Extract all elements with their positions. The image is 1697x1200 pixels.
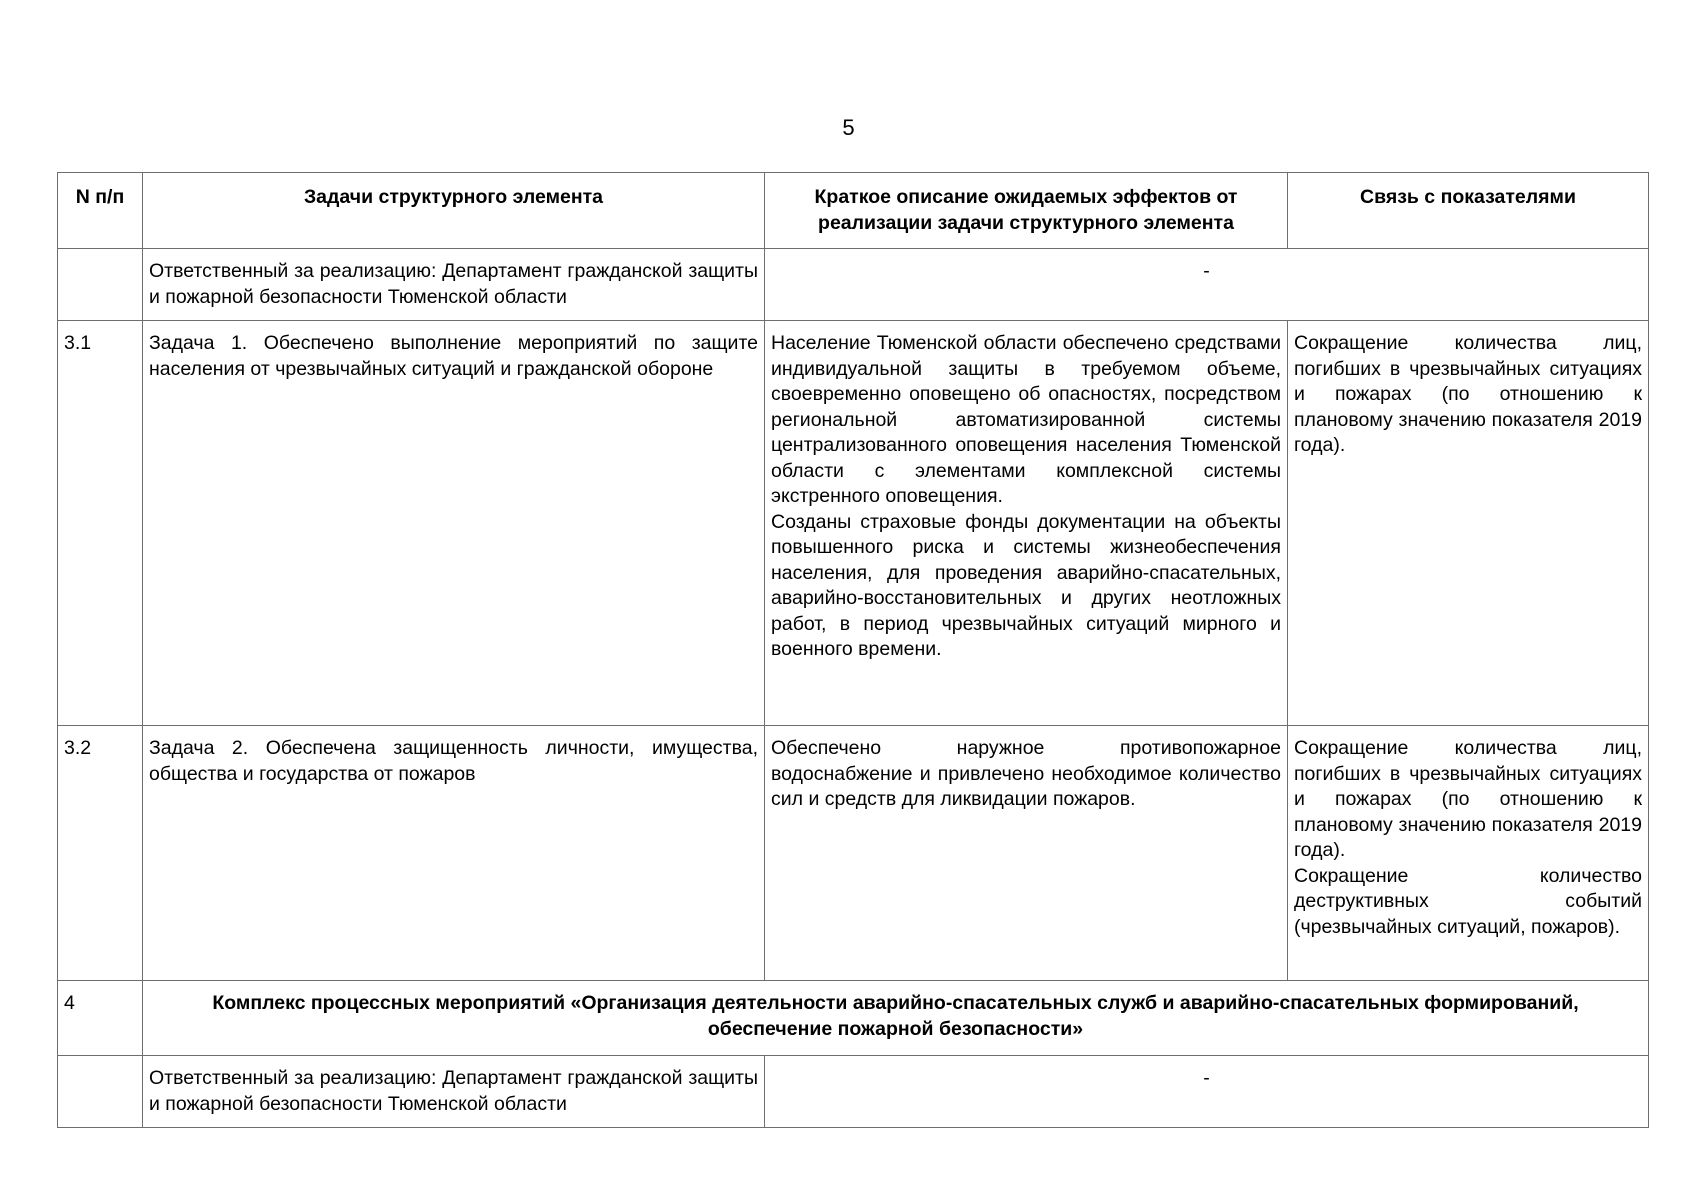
table-row-responsible-3 [58, 249, 1649, 321]
table-row-3-1 [58, 321, 1649, 726]
table-row-section-4 [58, 981, 1649, 1056]
row-num [58, 249, 143, 321]
tasks-table [57, 172, 1649, 1128]
merged-value-cell: - [765, 1056, 1649, 1128]
effect-paragraph: Созданы страховые фонды документации на объекты повышенного риска и системы жизнеобеспечения населения, для проведения аварийно-спасательных, аварийно-восстановительных и других неотложных работ, в период чрезвычайных ситуаций мирного и военного времени. [771, 510, 1281, 660]
row-num: 3.2 [58, 726, 143, 981]
indicators-cell [1288, 726, 1649, 981]
merged-value-cell: - [765, 249, 1649, 321]
indicators-cell [1288, 321, 1649, 726]
row-num [58, 1056, 143, 1128]
task-cell: Задача 2. Обеспечена защищенность личности, имущества, общества и государства от пожаров [143, 726, 765, 981]
effects-cell [765, 321, 1288, 726]
header-indicators: Связь с показателями [1288, 173, 1649, 249]
row-num: 3.1 [58, 321, 143, 726]
header-num: N п/п [58, 173, 143, 249]
header-tasks: Задачи структурного элемента [143, 173, 765, 249]
table-row-responsible-4 [58, 1056, 1649, 1128]
task-cell: Задача 1. Обеспечено выполнение мероприятий по защите населения от чрезвычайных ситуаций и гражданской обороне [143, 321, 765, 726]
table-row-3-2 [58, 726, 1649, 981]
responsible-cell: Ответственный за реализацию: Департамент гражданской защиты и пожарной безопасности Тюменской области [143, 249, 765, 321]
indicator-paragraph: Сокращение количества лиц, погибших в чрезвычайных ситуациях и пожарах (по отношению к плановому значению показателя 2019 года). [1294, 332, 1642, 456]
effect-paragraph: Население Тюменской области обеспечено средствами индивидуальной защиты в требуемом объеме, своевременно оповещено об опасностях, посредством региональной автоматизированной системы централизованного оповещения населения Тюменской области с элементами комплексной системы экстренного оповещения. [771, 332, 1281, 507]
effect-paragraph: Обеспечено наружное противопожарное водоснабжение и привлечено необходимое количество сил и средств для ликвидации пожаров. [771, 737, 1281, 810]
responsible-cell: Ответственный за реализацию: Департамент гражданской защиты и пожарной безопасности Тюменской области [143, 1056, 765, 1128]
section-title-cell: Комплекс процессных мероприятий «Организация деятельности аварийно-спасательных служб и аварийно-спасательных формирований, обеспечение пожарной безопасности» [143, 981, 1649, 1056]
indicator-paragraph: Сокращение количество деструктивных событий (чрезвычайных ситуаций, пожаров). [1294, 864, 1642, 938]
indicator-paragraph: Сокращение количества лиц, погибших в чрезвычайных ситуациях и пожарах (по отношению к плановому значению показателя 2019 года). [1294, 737, 1642, 861]
table-header-row [58, 173, 1649, 249]
effects-cell [765, 726, 1288, 981]
page-number: 5 [842, 115, 855, 140]
row-num: 4 [58, 981, 143, 1056]
header-effects: Краткое описание ожидаемых эффектов от реализации задачи структурного элемента [765, 173, 1288, 249]
